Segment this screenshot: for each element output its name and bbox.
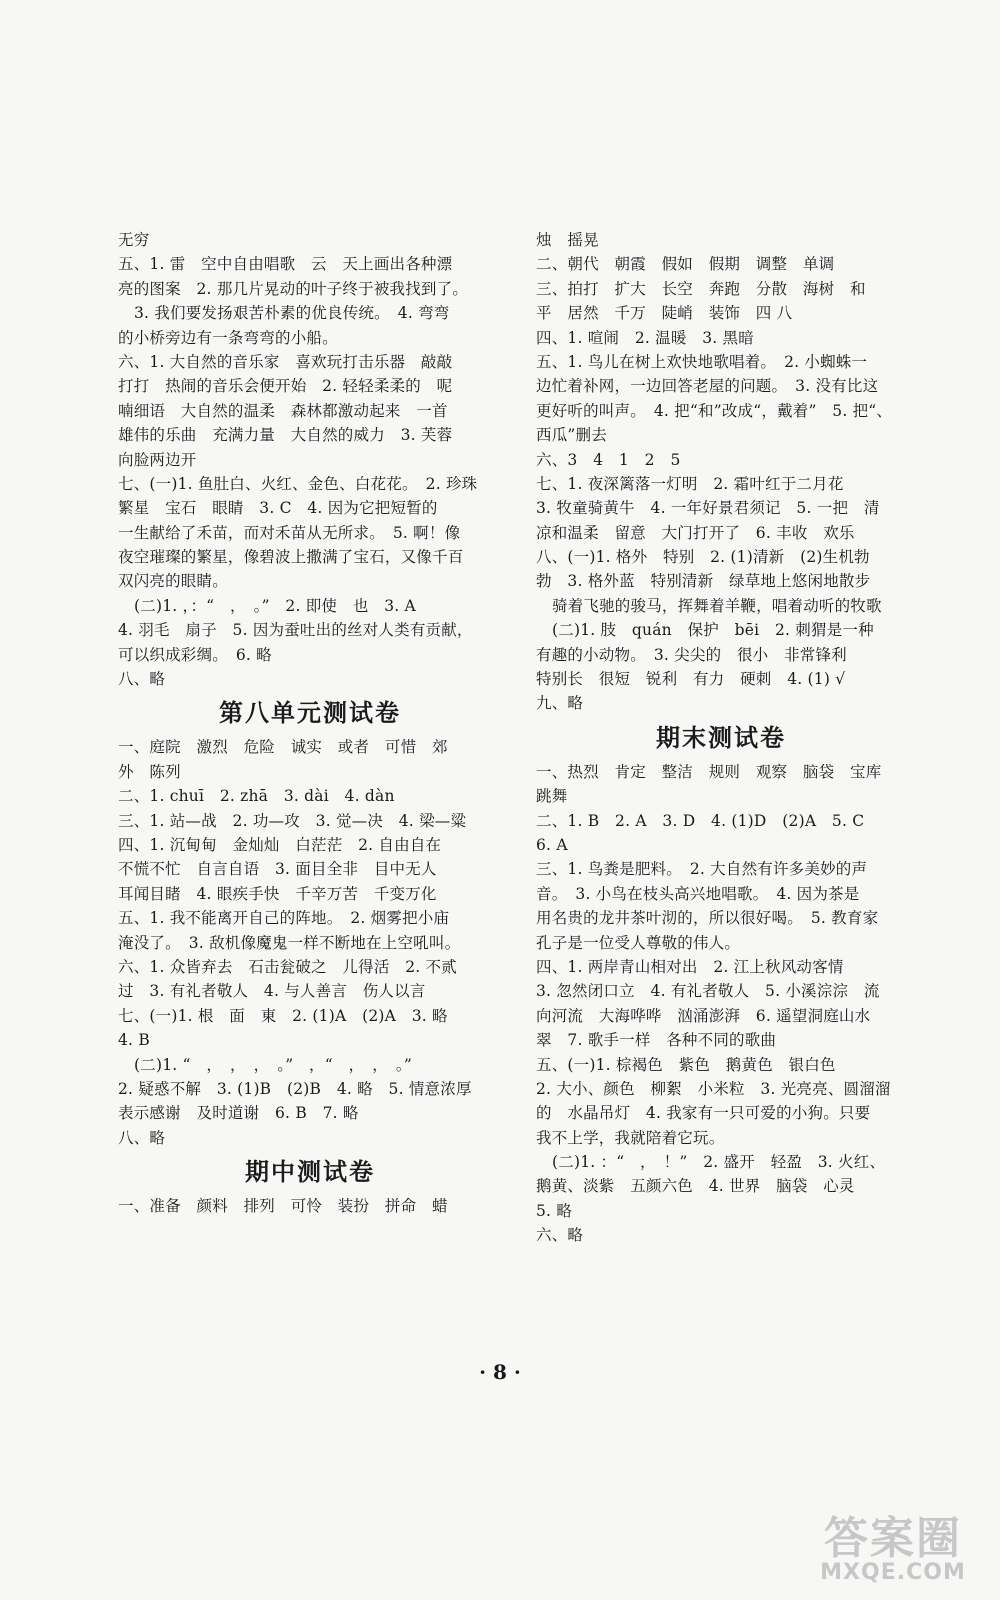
answer-line: 七、(一)1. 鱼肚白、火红、金色、白花花。 2. 珍珠 [118,474,478,493]
answer-line: (二)1. “ ， ， ， 。” ，“ ， ， 。” [134,1055,412,1074]
answer-line: 更好听的叫声。 4. 把“和”改成“，戴着” 5. 把“、 [536,401,893,420]
answer-line: 特别长 很短 锐利 有力 硬刺 4. (1) √ [536,670,846,689]
section-title: 期末测试卷 [656,723,786,752]
answer-line: 用名贵的龙井茶叶沏的，所以很好喝。 5. 教育家 [536,909,879,928]
answer-line: 勃 3. 格外蓝 特别清新 绿草地上悠闲地散步 [536,572,871,591]
answer-line: 打打 热闹的音乐会便开始 2. 轻轻柔柔的 呢 [118,377,453,396]
answer-line: 不慌不忙 自言自语 3. 面目全非 目中无人 [118,860,437,879]
answer-line: 二、1. chuī 2. zhā 3. dài 4. dàn [118,787,395,806]
answer-line: 5. 略 [536,1201,573,1220]
answer-line: 五、1. 我不能离开自己的阵地。 2. 烟雾把小庙 [118,909,450,928]
answer-line: 的小桥旁边有一条弯弯的小船。 [118,328,338,347]
answer-line: 四、1. 两岸青山相对出 2. 江上秋风动客情 [536,957,844,976]
answer-line: 雄伟的乐曲 充满力量 大自然的威力 3. 芙蓉 [118,426,453,445]
answer-line: 的 水晶吊灯 4. 我家有一只可爱的小狗。只要 [536,1104,871,1123]
answer-line: 一、准备 颜料 排列 可怜 装扮 拼命 蜡 [118,1197,448,1216]
answer-line: 4. B [118,1031,150,1050]
answer-line: 五、1. 雷 空中自由唱歌 云 天上画出各种漂 [118,255,453,274]
answer-line: 可以织成彩绸。 6. 略 [118,645,272,664]
answer-line: 二、朝代 朝霞 假如 假期 调整 单调 [536,255,835,274]
answer-line: 向脸两边开 [118,450,197,469]
answer-line: 五、(一)1. 棕褐色 紫色 鹅黄色 银白色 [536,1055,836,1074]
answer-line: 2. 疑惑不解 3. (1)B (2)B 4. 略 5. 情意浓厚 [118,1079,472,1098]
answer-line: 表示感谢 及时道谢 6. B 7. 略 [118,1104,359,1123]
right-answer-column [536,228,906,1248]
page-number: · 8 · [479,1360,521,1384]
answer-line: 翠 7. 歌手一样 各种不同的歌曲 [536,1031,777,1050]
section-title: 期中测试卷 [245,1158,375,1187]
answer-line: 八、略 [118,1128,166,1147]
answer-line: 音。 3. 小鸟在枝头高兴地唱歌。 4. 因为茶是 [536,884,860,903]
answer-line: 四、1. 沉甸甸 金灿灿 白茫茫 2. 自由自在 [118,835,442,854]
answer-line: 双闪亮的眼睛。 [118,572,228,591]
answer-line: 无穷 [118,231,150,249]
answer-line: 亮的图案 2. 那几片晃动的叶子终于被我找到了。 [118,279,469,298]
answer-line: 三、1. 站—战 2. 功—攻 3. 觉—决 4. 梁—粱 [118,811,467,830]
answer-line: 向河流 大海哗哗 汹涌澎湃 6. 遥望洞庭山水 [536,1006,871,1025]
answer-line: 八、(一)1. 格外 特别 2. (1)清新 (2)生机勃 [536,548,870,567]
answer-line: (二)1. ：“ ， ！” 2. 盛开 轻盈 3. 火红、 [552,1153,886,1172]
watermark-logo [808,1500,978,1592]
answer-line: 2. 大小、颜色 柳絮 小米粒 3. 光亮亮、圆溜溜 [536,1079,891,1098]
answer-line: 淹没了。 3. 敌机像魔鬼一样不断地在上空吼叫。 [118,933,461,952]
answer-line: 六、略 [536,1226,584,1245]
answer-line: 六、1. 众皆弃去 石击瓮破之 儿得活 2. 不贰 [118,957,457,976]
answer-line: 6. A [536,835,568,854]
answer-line: 有趣的小动物。 3. 尖尖的 很小 非常锋利 [536,645,847,664]
answer-line: 3. 忽然闭口立 4. 有礼者敬人 5. 小溪淙淙 流 [536,982,880,1001]
answer-line: 骑着飞驰的骏马，挥舞着羊鞭，唱着动听的牧歌 [552,596,882,615]
answer-line: 3. 我们要发扬艰苦朴素的优良传统。 4. 弯弯 [134,304,450,323]
answer-line: (二)1. ，：“ ， 。” 2. 即使 也 3. A [134,596,416,615]
answer-line: 一、庭院 激烈 危险 诚实 或者 可惜 郊 [118,738,448,757]
answer-line: 七、1. 夜深篱落一灯明 2. 霜叶红于二月花 [536,474,844,493]
answer-line: 凉和温柔 留意 大门打开了 6. 丰收 欢乐 [536,523,855,542]
answer-line: 3. 牧童骑黄牛 4. 一年好景君须记 5. 一把 清 [536,499,880,518]
answer-line: 繁星 宝石 眼睛 3. C 4. 因为它把短暂的 [118,499,438,518]
answer-line: 边忙着补网，一边回答老屋的问题。 3. 没有比这 [536,377,879,396]
answer-line: (二)1. 肢 quán 保护 bēi 2. 刺猬是一种 [552,621,874,640]
watermark-url: MXQE.COM [820,1560,966,1585]
answer-line: 夜空璀璨的繁星，像碧波上撒满了宝石，又像千百 [118,548,464,567]
answer-line: 4. 羽毛 扇子 5. 因为蚕吐出的丝对人类有贡献， [118,621,473,640]
answer-line: 九、略 [536,694,584,713]
answer-line: 西瓜”删去 [536,426,607,445]
section-title: 第八单元测试卷 [219,699,401,728]
answer-line: 孔子是一位受人尊敬的伟人。 [536,933,741,952]
answer-line: 外 陈列 [118,762,181,781]
answer-line: 三、拍打 扩大 长空 奔跑 分散 海树 和 [536,279,866,298]
answer-line: 八、略 [118,670,166,689]
answer-line: 平 居然 千万 陡峭 装饰 四 八 [536,304,793,323]
answer-line: 一、热烈 肯定 整洁 规则 观察 脑袋 宝库 [536,762,882,781]
answer-line: 耳闻目睹 4. 眼疾手快 千辛万苦 千变万化 [118,884,437,903]
answer-line: 五、1. 鸟儿在树上欢快地歌唱着。 2. 小蜘蛛一 [536,352,868,371]
answer-line: 鹅黄、淡紫 五颜六色 4. 世界 脑袋 心灵 [536,1177,855,1196]
answer-line: 我不上学，我就陪着它玩。 [536,1128,725,1147]
answer-line: 三、1. 鸟粪是肥料。 2. 大自然有许多美妙的声 [536,860,868,879]
left-answer-column [118,228,502,1218]
answer-line: 四、1. 喧闹 2. 温暖 3. 黑暗 [536,328,754,347]
answer-line: 七、(一)1. 根 面 東 2. (1)A (2)A 3. 略 [118,1006,448,1025]
answer-line: 烛 摇晃 [536,231,599,249]
answer-line: 过 3. 有礼者敬人 4. 与人善言 伤人以言 [118,982,426,1001]
answer-line: 喃细语 大自然的温柔 森林都激动起来 一首 [118,401,448,420]
answer-line: 六、3 4 1 2 5 [536,450,681,469]
answer-line: 六、1. 大自然的音乐家 喜欢玩打击乐器 敲敲 [118,352,453,371]
answer-line: 二、1. B 2. A 3. D 4. (1)D (2)A 5. C [536,811,865,830]
watermark-text: 答案圈 [824,1513,962,1564]
answer-line: 跳舞 [536,787,568,806]
answer-line: 一生献给了禾苗，而对禾苗从无所求。 5. 啊！像 [118,523,461,542]
